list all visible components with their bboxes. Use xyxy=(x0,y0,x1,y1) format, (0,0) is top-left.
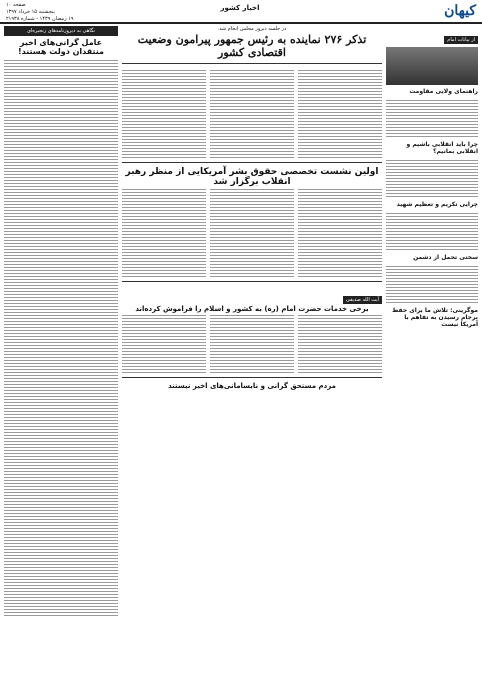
photo xyxy=(386,47,478,85)
lower-headline: برخی خدمات حضرت امام (ره) به کشور و اسلام را فراموش کرده‌اند xyxy=(135,305,369,313)
left-column xyxy=(4,26,118,618)
main-column xyxy=(122,26,382,390)
right-column xyxy=(386,26,478,331)
logo: کیهان xyxy=(444,3,476,19)
mid-headline: اولین نشست تخصصی حقوق بشر آمریکایی از منظر رهبر انقلاب برگزار شد xyxy=(125,167,379,187)
issue-info: صفحه ۱۰ پنجشنبه ۱۵ خرداد ۱۳۹۷ ۱۹ رمضان ۱۴۳۹ - شماره ۲۱۹۳۸ xyxy=(6,2,74,22)
bottom-headline: مردم مستحق گرانی و نابسامانی‌های اخیر نیستند xyxy=(168,382,336,390)
masthead xyxy=(0,0,482,24)
main-headline: تذکر ۲۷۶ نماینده به رئیس جمهور پیرامون وضعیت اقتصادی کشور xyxy=(137,33,367,59)
box-heading: نگاهی به دیروزنامه‌های زنجیره‌ای xyxy=(4,26,118,36)
quote-title: چرا باید انقلابی باشیم و انقلابی بمانیم؟ xyxy=(406,141,478,155)
subheading: سختی تحمل از دشمن xyxy=(413,254,478,261)
lead-line: در جلسه دیروز مجلس انجام شد. xyxy=(217,26,287,32)
subheading: چرایی تکریم و تعظیم شهید xyxy=(396,201,478,208)
bottom-title: موگرینی: تلاش ما برای حفظ برجام رسیدن به تفاهم با آمریکا نیست xyxy=(392,307,478,328)
box-title: عامل گرانی‌های اخیر منتقدان دولت هستند! xyxy=(17,38,105,56)
column-headline: راهنمای ولایی مقاومت xyxy=(409,88,478,95)
lower-tag: آیت الله صدیقی xyxy=(343,296,382,304)
column-tag: از بیانات امام xyxy=(444,36,478,44)
section-title: اخبار کشور xyxy=(220,4,260,12)
